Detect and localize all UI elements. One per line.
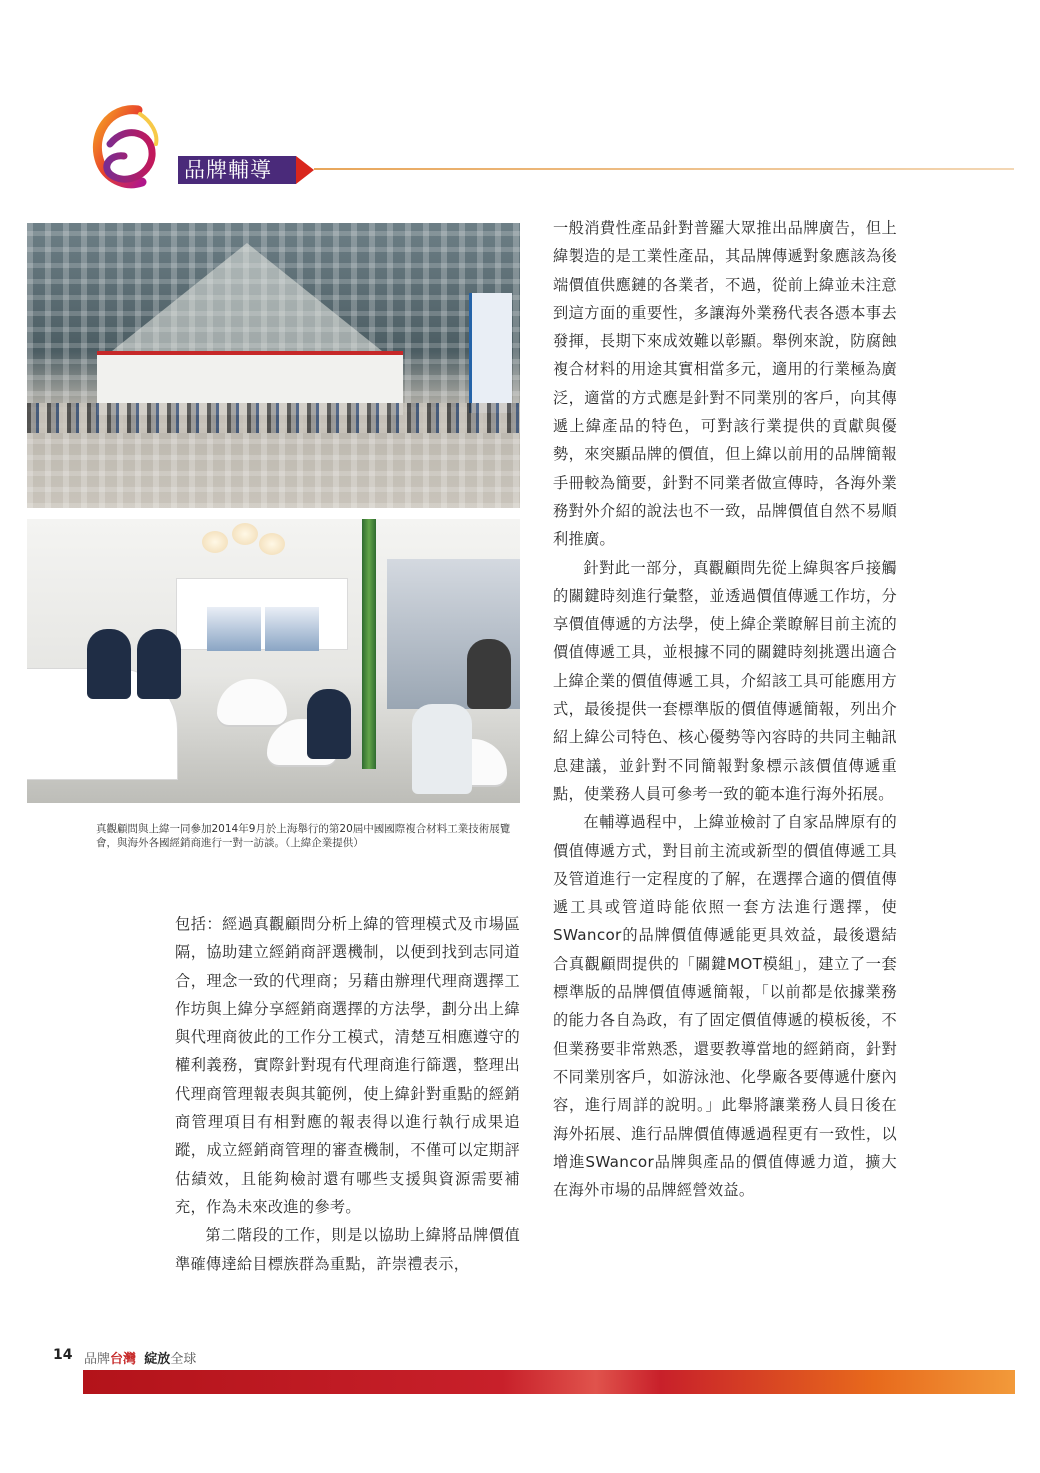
magazine-title	[84, 1348, 196, 1367]
photo-booth-wall	[177, 579, 347, 649]
photo-person	[467, 639, 511, 709]
photo-person	[137, 629, 181, 699]
article-column-left	[175, 910, 520, 1278]
photo-lamp	[259, 533, 285, 555]
section-tab-arrow-icon	[296, 156, 314, 184]
section-tab: 品牌輔導	[178, 156, 296, 184]
footer-color-bar	[83, 1370, 1015, 1394]
header-rule	[314, 168, 1014, 170]
photo-sign	[469, 293, 512, 413]
photo-crowd	[27, 403, 520, 433]
swirl-logo-icon	[80, 104, 170, 200]
magazine-title-prefix: 品牌	[84, 1352, 111, 1367]
exhibition-entrance-photo	[27, 223, 520, 508]
article-column-right	[553, 214, 897, 1204]
article-paragraph: 第二階段的工作，則是以協助上緯將品牌價值準確傳達給目標族群為重點，許崇禮表示，	[175, 1226, 520, 1273]
photo-lamp	[202, 531, 228, 553]
page-number: 14	[53, 1347, 73, 1363]
article-paragraph: 一般消費性產品針對普羅大眾推出品牌廣告，但上緯製造的是工業性產品，其品牌傳遞對象應該為後端價值供應鏈的各業者，不過，從前上緯並未注意到這方面的重要性，多讓海外業務代表各憑本事去發揮，長期下來成效難以彰顯。舉例來說，防腐蝕複合材料的用途其實相當多元，適用的行業極為廣泛，適當的方式應是針對不同業別的客戶，向其傳遞上緯產品的特色，可對該行業提供的貢獻與優勢，來突顯品牌的價值，但上緯以前用的品牌簡報手冊較為簡要，針對不同業者做宣傳時，各海外業務對外介紹的說法也不一致，品牌價值自然不易順利推廣。	[553, 219, 897, 549]
photo-person	[307, 689, 351, 759]
photo-screen	[207, 607, 261, 651]
photo-facade	[97, 243, 397, 363]
brand-logo	[80, 104, 170, 200]
magazine-title-bloom: 綻放	[144, 1352, 171, 1367]
photo-tree	[362, 519, 376, 769]
photo-lamp	[232, 523, 258, 545]
photo-caption: 真觀顧問與上緯一同參加2014年9月於上海舉行的第20屆中國國際複合材料工業技術展覽會，與海外各國經銷商進行一對一訪談。（上緯企業提供）	[96, 823, 511, 849]
article-paragraph: 包括：經過真觀顧問分析上緯的管理模式及市場區隔，協助建立經銷商評選機制，以便到找到志同道合，理念一致的代理商；另藉由辦理代理商選擇工作坊與上緯分享經銷商選擇的方法學，劃分出上緯與代理商彼此的工作分工模式，清楚互相應遵守的權利義務，實際針對現有代理商進行篩選，整理出代理商管理報表與其範例，使上緯針對重點的經銷商管理項目有相對應的報表得以進行執行成果追蹤，成立經銷商管理的審查機制，不僅可以定期評估績效，且能夠檢討還有哪些支援與資源需要補充，作為未來改進的參考。	[175, 915, 520, 1216]
magazine-title-taiwan: 台灣	[110, 1352, 137, 1367]
article-paragraph: 在輔導過程中，上緯並檢討了自家品牌原有的價值傳遞方式，對目前主流或新型的價值傳遞工具及管道進行一定程度的了解，在選擇合適的價值傳遞工具或管道時能依照一套方法進行選擇，使SWancor的品牌價值傳遞能更具效益，最後還結合真觀顧問提供的「關鍵MOT模組」，建立了一套標準版的品牌價值傳遞簡報，「以前都是依據業務的能力各自為政，有了固定價值傳遞的模板後，不但業務要非常熟悉，還要教導當地的經銷商，針對不同業別客戶，如游泳池、化學廠各要傳遞什麼內容，進行周詳的說明。」此舉將讓業務人員日後在海外拓展、進行品牌價值傳遞過程更有一致性，以增進SWancor品牌與產品的價值傳遞力道，擴大在海外市場的品牌經營效益。	[553, 813, 897, 1200]
photo-screen	[265, 607, 319, 651]
photo-chair	[217, 679, 287, 725]
magazine-title-suffix: 全球	[170, 1352, 197, 1367]
photo-person	[87, 629, 131, 699]
photo-person	[412, 704, 472, 794]
article-paragraph: 針對此一部分，真觀顧問先從上緯與客戶接觸的關鍵時刻進行彙整，並透過價值傳遞工作坊，分享價值傳遞的方法學，使上緯企業瞭解目前主流的價值傳遞工具，並根據不同的關鍵時刻挑選出適合上緯企業的價值傳遞工具，介紹該工具可能應用方式，最後提供一套標準版的價值傳遞簡報，列出介紹上緯公司特色、核心優勢等內容時的共同主軸訊息建議，並針對不同簡報對象標示該價值傳遞重點，使業務人員可參考一致的範本進行海外拓展。	[553, 558, 897, 803]
booth-interview-photo	[27, 519, 520, 803]
